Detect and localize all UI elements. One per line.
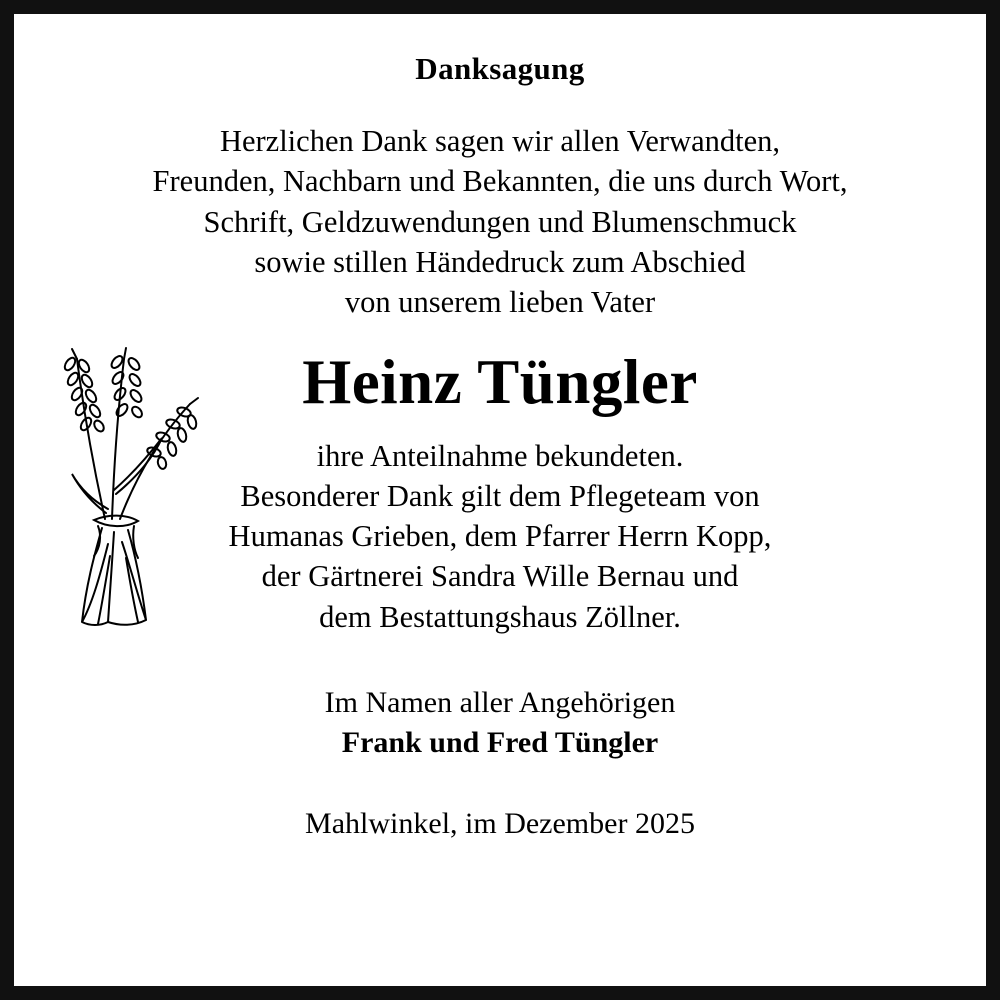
paragraph-line: ihre Anteilnahme bekundeten. [316, 438, 684, 473]
paragraph-line: von unserem lieben Vater [344, 285, 656, 320]
paragraph-line: der Gärtnerei Sandra Wille Bernau und [261, 559, 739, 594]
paragraph-line: sowie stillen Händedruck zum Abschied [254, 244, 746, 279]
thank-you-paragraph-bottom [54, 436, 946, 637]
thank-you-paragraph-top [54, 121, 946, 322]
paragraph-line: Freunden, Nachbarn und Bekannten, die uns durch Wort, [152, 164, 848, 199]
paragraph-line: dem Bestattungshaus Zöllner. [319, 599, 681, 634]
deceased-name: Heinz Tüngler [302, 347, 698, 418]
paragraph-line: Humanas Grieben, dem Pfarrer Herrn Kopp, [228, 519, 772, 554]
closing-block [54, 683, 946, 763]
paragraph-line: Besonderer Dank gilt dem Pflegeteam von [240, 478, 760, 513]
page-title: Danksagung [415, 51, 585, 86]
family-names: Frank und Fred Tüngler [341, 726, 659, 760]
closing-line: Im Namen aller Angehörigen [324, 685, 676, 719]
paragraph-line: Schrift, Geldzuwendungen und Blumenschmuck [203, 204, 797, 239]
place-date: Mahlwinkel, im Dezember 2025 [305, 807, 695, 841]
paragraph-line: Herzlichen Dank sagen wir allen Verwandten, [219, 124, 781, 159]
